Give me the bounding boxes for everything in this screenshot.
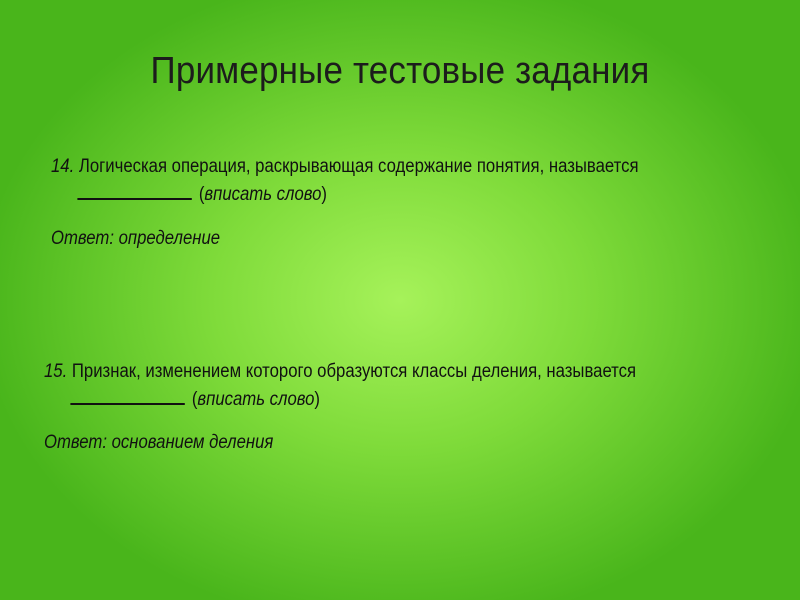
question-15-answer: Ответ: основанием деления	[44, 432, 274, 453]
question-14-hint-word: вписать слово	[204, 184, 322, 205]
slide-title: Примерные тестовые задания	[150, 50, 650, 92]
question-14-hint-open: (	[198, 184, 205, 205]
question-14-line-2	[51, 181, 639, 209]
question-15-hint-word: вписать слово	[197, 389, 315, 410]
question-15-number: 15.	[44, 361, 68, 382]
question-14	[51, 153, 639, 209]
question-15-line-1	[44, 358, 636, 386]
question-15-text: Признак, изменением которого образуются классы деления, называется	[71, 361, 637, 382]
question-14-answer: Ответ: определение	[51, 228, 221, 249]
question-15-line-2	[44, 386, 636, 414]
question-14-line-1	[51, 153, 639, 181]
question-15-hint-open: (	[191, 389, 198, 410]
question-14-blank	[77, 184, 191, 200]
question-14-text: Логическая операция, раскрывающая содержание понятия, называется	[78, 156, 639, 177]
question-15-hint-close: )	[314, 389, 320, 410]
question-15	[44, 358, 636, 414]
question-15-blank	[70, 389, 184, 405]
question-14-hint-close: )	[321, 184, 327, 205]
question-14-number: 14.	[51, 156, 75, 177]
